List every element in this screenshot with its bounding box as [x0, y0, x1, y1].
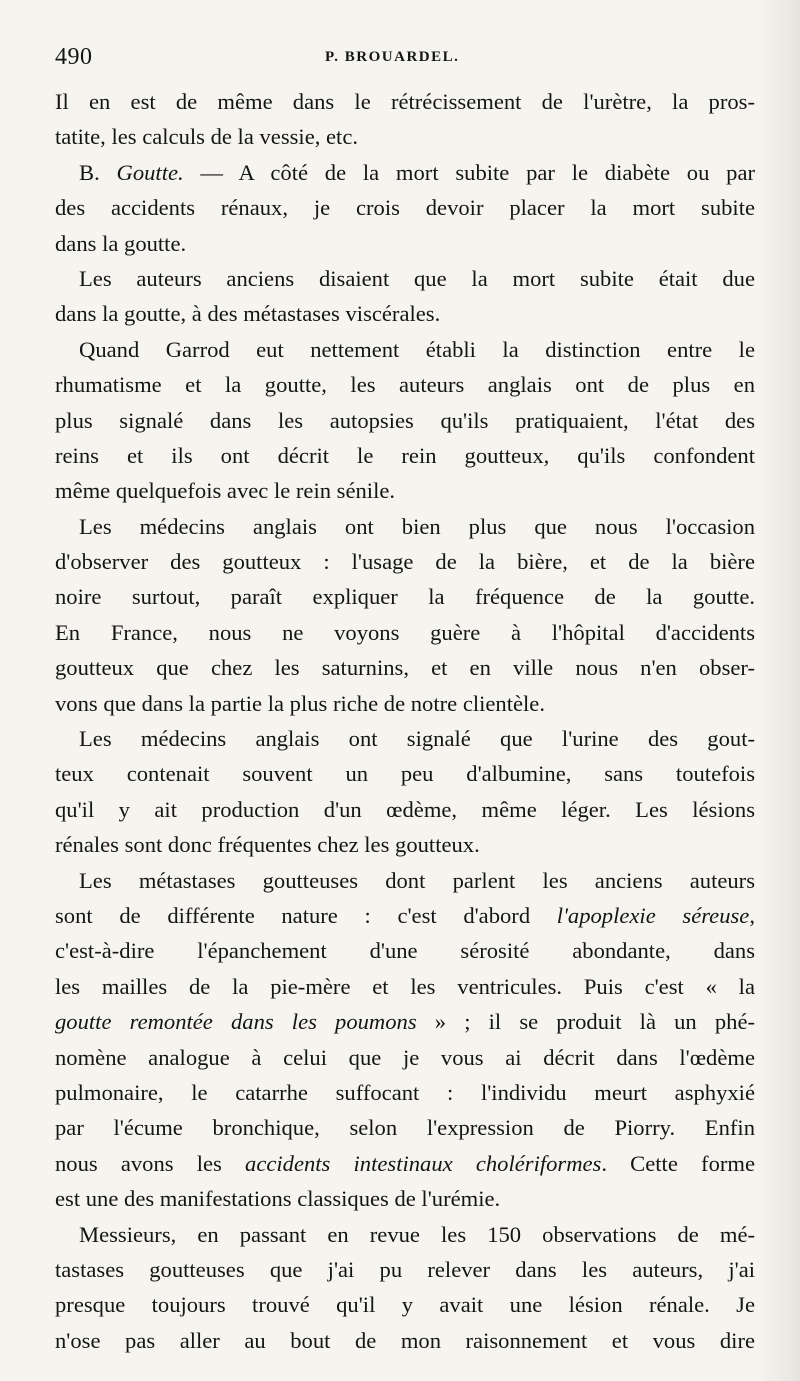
text-line: c'est-à-dire l'épanchement d'une sérosité abondante, dans	[55, 938, 755, 964]
text-run: nous avons les	[55, 1150, 246, 1176]
italic-term: goutte remontée dans les poumons	[55, 1009, 417, 1035]
text-line: Les médecins anglais ont signalé que l'urine des gout-	[79, 726, 755, 752]
text-line: plus signalé dans les autopsies qu'ils pratiquaient, l'état des	[55, 407, 755, 433]
text-line: par l'écume bronchique, selon l'expression de Piorry. Enfin	[55, 1115, 755, 1141]
text-line: Il en est de même dans le rétrécissement de l'urètre, la pros-	[55, 89, 755, 114]
text-line: dans la goutte, à des métastases viscérales.	[55, 301, 441, 327]
text-line: des accidents rénaux, je crois devoir placer la mort subite	[55, 195, 755, 221]
text-line: pulmonaire, le catarrhe suffocant : l'individu meurt asphyxié	[55, 1079, 755, 1105]
running-head: P. BROUARDEL.	[325, 49, 460, 65]
text-line: Les métastases goutteuses dont parlent les anciens auteurs	[79, 867, 755, 893]
text-line: tatite, les calculs de la vessie, etc.	[55, 124, 359, 150]
text-line: goutteux que chez les saturnins, et en ville nous n'en obser-	[55, 655, 755, 681]
text-line: Messieurs, en passant en revue les 150 observations de mé-	[79, 1221, 755, 1247]
text-line: presque toujours trouvé qu'il y avait une lésion rénale. Je	[55, 1292, 755, 1318]
body-text	[55, 84, 755, 1358]
text-line: d'observer des goutteux : l'usage de la bière, et de la bière	[55, 549, 755, 575]
text-line: Quand Garrod eut nettement établi la distinction entre le	[79, 336, 755, 362]
text-line-apoplexie	[55, 898, 755, 933]
text-line: nomène analogue à celui que je vous ai décrit dans l'œdème	[55, 1044, 755, 1070]
text-line: rhumatisme et la goutte, les auteurs anglais ont de plus en	[55, 372, 755, 398]
text-line: Les auteurs anciens disaient que la mort subite était due	[79, 265, 755, 291]
page-edge-shadow	[760, 0, 800, 1381]
text-run: . Cette forme	[601, 1150, 755, 1176]
section-title: Goutte.	[116, 159, 184, 185]
text-line: dans la goutte.	[55, 230, 187, 256]
text-line: rénales sont donc fréquentes chez les goutteux.	[55, 832, 480, 858]
text-line: En France, nous ne voyons guère à l'hôpital d'accidents	[55, 619, 755, 645]
section-letter: B.	[79, 159, 117, 185]
text-run: ,	[749, 902, 755, 928]
text-line: Les médecins anglais ont bien plus que nous l'occasion	[79, 513, 755, 539]
text-line: tastases goutteuses que j'ai pu relever dans les auteurs, j'ai	[55, 1256, 755, 1282]
text-run: » ; il se produit là un phé-	[416, 1009, 756, 1035]
text-line-accidents	[55, 1146, 755, 1181]
text-line: teux contenait souvent un peu d'albumine, sans toutefois	[55, 761, 755, 787]
text-line: noire surtout, paraît expliquer la fréquence de la goutte.	[55, 584, 755, 610]
text-line: n'ose pas aller au bout de mon raisonnement et vous dire	[55, 1327, 755, 1353]
section-text: — A côté de la mort subite par le diabète ou par	[183, 159, 755, 185]
text-line: même quelquefois avec le rein sénile.	[55, 478, 396, 504]
italic-term: l'apoplexie séreuse	[556, 902, 750, 928]
page-header	[55, 44, 755, 74]
text-line: vons que dans la partie la plus riche de notre clientèle.	[55, 690, 545, 716]
text-line: les mailles de la pie-mère et les ventricules. Puis c'est « la	[55, 973, 755, 999]
page-number: 490	[55, 44, 93, 70]
text-line: est une des manifestations classiques de l'urémie.	[55, 1186, 501, 1212]
text-run: sont de différente nature : c'est d'abord	[55, 902, 557, 928]
text-line: reins et ils ont décrit le rein goutteux, qu'ils confondent	[55, 442, 755, 468]
text-line-goutte-remontee	[55, 1004, 755, 1039]
text-line: qu'il y ait production d'un œdème, même léger. Les lésions	[55, 796, 755, 822]
italic-term: accidents intestinaux cholériformes	[245, 1150, 602, 1176]
text-line-section-goutte	[55, 155, 755, 190]
